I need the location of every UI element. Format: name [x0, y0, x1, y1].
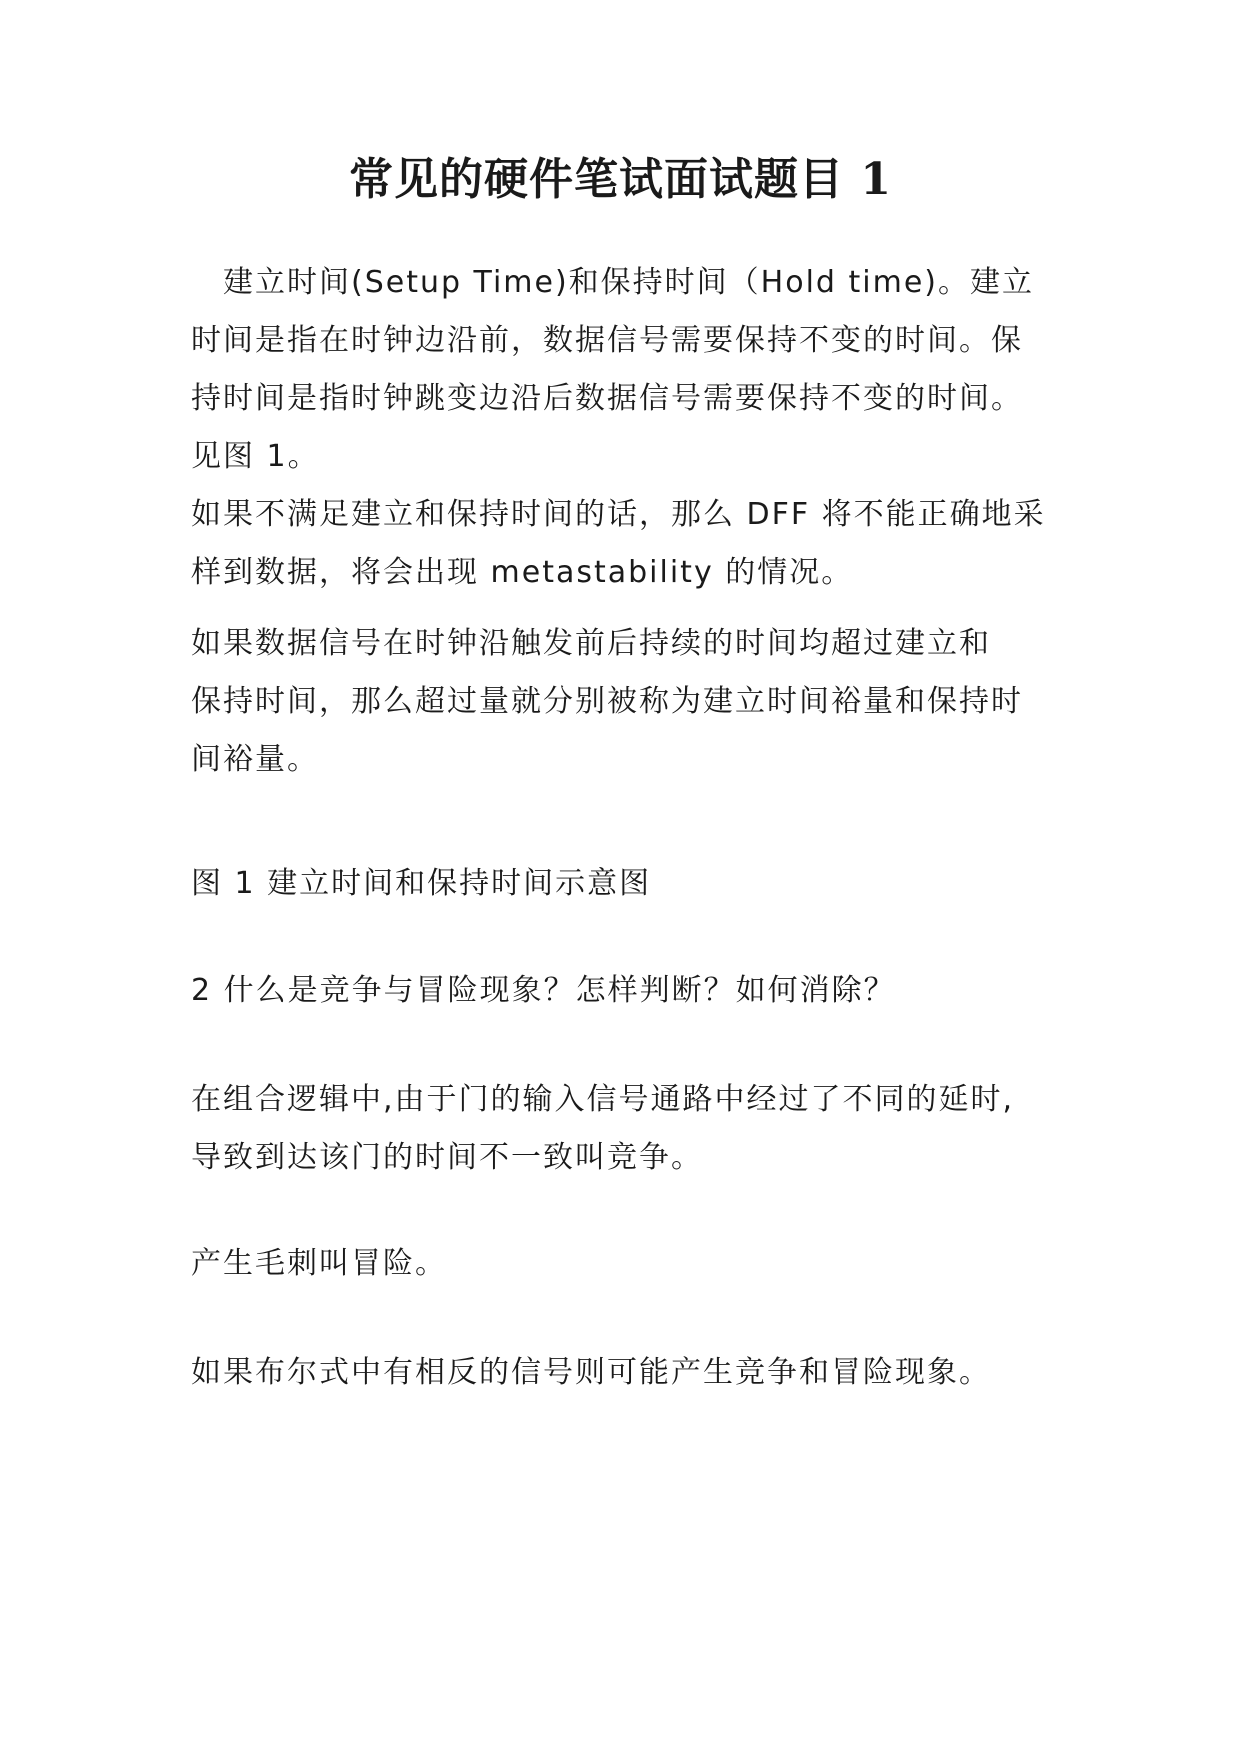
text-line: 持时间是指时钟跳变边沿后数据信号需要保持不变的时间。	[191, 381, 1023, 416]
text-line: 导致到达该门的时间不一致叫竞争。	[191, 1140, 703, 1175]
text-line: 如果布尔式中有相反的信号则可能产生竞争和冒险现象。	[191, 1355, 991, 1390]
text-line: 图 1 建立时间和保持时间示意图	[191, 866, 652, 901]
paragraph-boolean-condition	[191, 1344, 1071, 1402]
text-line: 2 什么是竞争与冒险现象？怎样判断？如何消除？	[191, 973, 896, 1008]
text-line: 样到数据，将会出现 metastability 的情况。	[191, 555, 854, 590]
question-heading	[191, 962, 1071, 1020]
paragraph-hazard-definition	[191, 1235, 1071, 1293]
text-line: 产生毛刺叫冒险。	[191, 1246, 447, 1281]
text-line: 保持时间，那么超过量就分别被称为建立时间裕量和保持时	[191, 684, 1023, 719]
text-line: 如果不满足建立和保持时间的话，那么 DFF 将不能正确地采	[191, 497, 1046, 532]
document-title: 常见的硬件笔试面试题目 1	[349, 154, 892, 205]
text-line: 建立时间(Setup Time)和保持时间（Hold time)。建立	[191, 265, 1034, 300]
paragraph-timing-margin	[191, 615, 1071, 789]
paragraph-race-definition	[191, 1071, 1071, 1187]
paragraph-setup-hold-definition	[191, 254, 1071, 602]
text-line: 间裕量。	[191, 742, 319, 777]
text-line: 见图 1。	[191, 439, 320, 474]
text-line: 时间是指在时钟边沿前，数据信号需要保持不变的时间。保	[191, 323, 1023, 358]
text-line: 在组合逻辑中,由于门的输入信号通路中经过了不同的延时,	[191, 1082, 1015, 1117]
text-line: 如果数据信号在时钟沿触发前后持续的时间均超过建立和	[191, 626, 991, 661]
figure-caption	[191, 855, 1071, 913]
